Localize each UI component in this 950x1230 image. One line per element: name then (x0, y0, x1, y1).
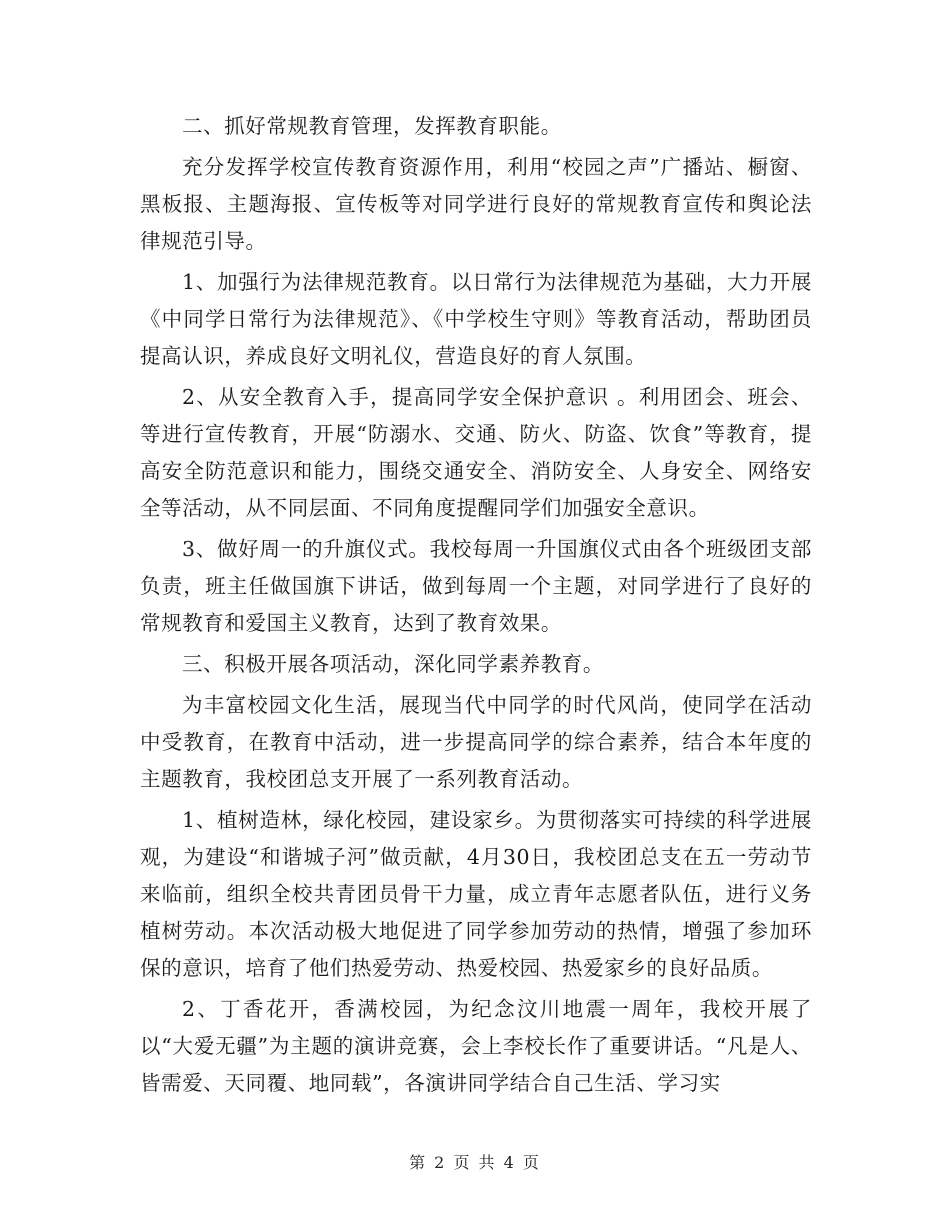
paragraph: 2、从安全教育入手，提高同学安全保护意识 。利用团会、班会、等进行宣传教育，开展“防溺水、交通、防火、防盗、饮食”等教育，提高安全防范意识和能力，围绕交通安全、消防安全、人身安全、网络安全等活动，从不同层面、不同角度提醒同学们加强安全意识。 (140, 385, 812, 520)
page-number-footer: 第 2 页 共 4 页 (409, 1153, 541, 1172)
section-heading-3: 三、积极开展各项活动，深化同学素养教育。 (182, 652, 604, 676)
paragraph: 2、丁香花开，香满校园，为纪念汶川地震一周年，我校开展了以“大爱无疆”为主题的演讲竞赛，会上李校长作了重要讲话。“凡是人、皆需爱、天同覆、地同载”，各演讲同学结合自己生活、学习实 (140, 997, 812, 1095)
document-body (140, 108, 812, 1102)
paragraph: 3、做好周一的升旗仪式。我校每周一升国旗仪式由各个班级团支部负责，班主任做国旗下讲话，做到每周一个主题，对同学进行了良好的常规教育和爱国主义教育，达到了教育效果。 (140, 537, 812, 635)
section-heading-2: 二、抓好常规教育管理，发挥教育职能。 (182, 114, 562, 138)
paragraph: 1、加强行为法律规范教育。以日常行为法律规范为基础，大力开展《中同学日常行为法律规范》、《中学校生守则》等教育活动，帮助团员提高认识，养成良好文明礼仪，营造良好的育人氛围。 (140, 270, 812, 368)
paragraph: 为丰富校园文化生活，展现当代中同学的时代风尚，使同学在活动中受教育，在教育中活动，进一步提高同学的综合素养，结合本年度的主题教育，我校团总支开展了一系列教育活动。 (140, 693, 812, 791)
paragraph: 充分发挥学校宣传教育资源作用，利用“校园之声”广播站、橱窗、黑板报、主题海报、宣传板等对同学进行良好的常规教育宣传和舆论法律规范引导。 (140, 155, 812, 253)
paragraph: 1、植树造林，绿化校园，建设家乡。为贯彻落实可持续的科学进展观，为建设“和谐城子河”做贡献，4月30日，我校团总支在五一劳动节来临前，组织全校共青团员骨干力量，成立青年志愿者队伍，进行义务植树劳动。本次活动极大地促进了同学参加劳动的热情，增强了参加环保的意识，培育了他们热爱劳动、热爱校园、热爱家乡的良好品质。 (140, 808, 812, 980)
